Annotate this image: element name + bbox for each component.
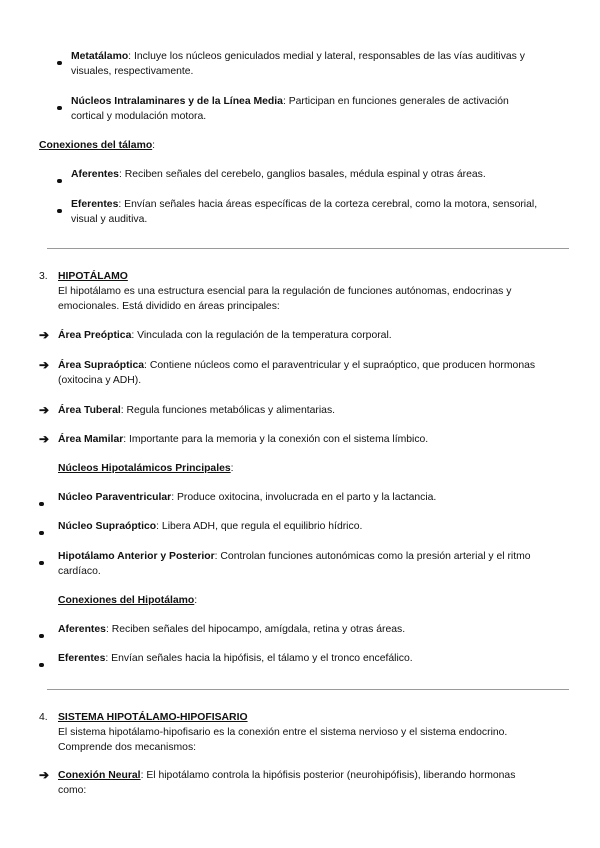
list-item: Núcleo Paraventricular: Produce oxitocina, involucrada en el parto y la lactancia. [58,492,437,503]
list-item: Eferentes: Envían señales hacia la hipófisis, el tálamo y el tronco encefálico. [58,653,413,664]
arrow-right-icon: ➔ [39,432,50,446]
list-item: Hipotálamo Anterior y Posterior: Controlan funciones autonómicas como la presión arterial y el ritmo [58,551,531,562]
bullet-icon [57,101,65,109]
item-term: Aferentes [71,169,119,180]
item-term: Conexión Neural [58,770,141,781]
bullet-icon [39,629,47,637]
list-item-continuation: cortical y modulación motora. [71,111,207,122]
item-term: Eferentes [58,653,106,664]
item-term: Núcleos Intralaminares y de la Línea Media [71,96,283,107]
item-term: Área Tuberal [58,405,121,416]
list-item: Área Tuberal: Regula funciones metabólicas y alimentarias. [58,405,336,416]
section-divider [47,689,569,690]
list-item-continuation: visual y auditiva. [71,214,148,225]
bullet-icon [39,497,47,505]
section-divider [47,248,569,249]
section-subheading: Núcleos Hipotalámicos Principales: [58,463,234,474]
arrow-right-icon: ➔ [39,768,50,782]
item-term: Área Mamilar [58,434,124,445]
list-item: Área Preóptica: Vinculada con la regulación de la temperatura corporal. [58,330,392,341]
list-item: Conexión Neural: El hipotálamo controla la hipófisis posterior (neurohipófisis), liberando hormonas [58,770,516,781]
list-item: Aferentes: Reciben señales del hipocampo, amígdala, retina y otras áreas. [58,624,406,635]
list-item: Eferentes: Envían señales hacia áreas específicas de la corteza cerebral, como la motora, sensorial, [71,199,538,210]
item-term: Aferentes [58,624,106,635]
section-title: SISTEMA HIPOTÁLAMO-HIPOFISARIO [58,712,248,723]
item-term: Hipotálamo Anterior y Posterior [58,551,215,562]
bullet-icon [39,556,47,564]
item-term: Metatálamo [71,51,129,62]
bullet-icon [39,526,47,534]
section-number: 3. [39,271,48,282]
section-number: 4. [39,712,48,723]
section-subheading: Conexiones del Hipotálamo: [58,595,198,606]
section-subheading: Conexiones del tálamo: [39,140,156,151]
list-item: Núcleo Supraóptico: Libera ADH, que regula el equilibrio hídrico. [58,521,363,532]
item-term: Eferentes [71,199,119,210]
list-item-continuation: como: [58,785,87,796]
list-item: Área Mamilar: Importante para la memoria y la conexión con el sistema límbico. [58,434,429,445]
list-item-continuation: (oxitocina y ADH). [58,375,142,386]
bullet-icon [57,204,65,212]
bullet-icon [57,56,65,64]
item-term: Núcleo Supraóptico [58,521,157,532]
arrow-right-icon: ➔ [39,403,50,417]
list-item: Metatálamo: Incluye los núcleos geniculados medial y lateral, responsables de las vías auditivas y [71,51,525,62]
item-term: Área Preóptica [58,330,132,341]
list-item-continuation: visuales, respectivamente. [71,66,194,77]
section-intro-line: Comprende dos mecanismos: [58,742,197,753]
item-term: Núcleo Paraventricular [58,492,172,503]
list-item: Aferentes: Reciben señales del cerebelo, ganglios basales, médula espinal y otras áreas. [71,169,486,180]
section-intro-line: El sistema hipotálamo-hipofisario es la conexión entre el sistema nervioso y el sistema endocrino. [58,727,508,738]
section-intro-line: El hipotálamo es una estructura esencial para la regulación de funciones autónomas, endocrinas y [58,286,512,297]
bullet-icon [39,658,47,666]
item-term: Área Supraóptica [58,360,145,371]
arrow-right-icon: ➔ [39,358,50,372]
list-item-continuation: cardíaco. [58,566,101,577]
section-title: HIPOTÁLAMO [58,271,128,282]
list-item: Área Supraóptica: Contiene núcleos como el paraventricular y el supraóptico, que producen hormonas [58,360,536,371]
arrow-right-icon: ➔ [39,328,50,342]
section-intro-line: emocionales. Está dividido en áreas principales: [58,301,280,312]
list-item: Núcleos Intralaminares y de la Línea Media: Participan en funciones generales de activación [71,96,509,107]
bullet-icon [57,174,65,182]
